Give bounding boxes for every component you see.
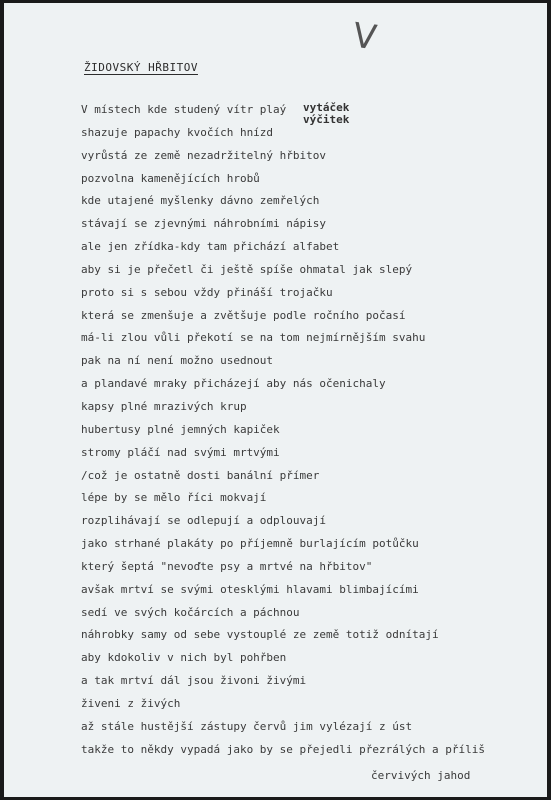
poem-line: a tak mrtví dál jsou živoni živými xyxy=(81,674,307,688)
poem-line: sedí ve svých kočárcích a páchnou xyxy=(81,605,300,619)
poem-line: proto si s sebou vždy přináší trojačku xyxy=(81,285,333,299)
correction-word: výčitek xyxy=(303,113,350,126)
poem-line: aby si je přečetl či ještě spíše ohmatal jak slepý xyxy=(81,262,413,276)
poem-line: živeni z živých xyxy=(81,696,181,710)
poem-line: takže to někdy vypadá jako by se přejedli přezrálých a příliš xyxy=(81,742,485,756)
poem-line: kapsy plné mrazivých krup xyxy=(81,399,247,413)
correction-word: vytáček xyxy=(303,101,350,114)
poem-line: shazuje papachy kvočích hnízd xyxy=(81,125,274,139)
poem-line: která se zmenšuje a zvětšuje podle ročního počasí xyxy=(81,308,406,322)
poem-line: rozplihávají se odlepují a odplouvají xyxy=(81,514,327,528)
poem-line: V místech kde studený vítr plaý xyxy=(81,103,287,116)
poem-body xyxy=(81,103,485,765)
poem-line: vyrůstá ze země nezadržitelný hřbitov xyxy=(81,148,327,162)
handwritten-mark: V xyxy=(350,15,379,59)
poem-line: a plandavé mraky přicházejí aby nás očenichaly xyxy=(81,377,386,391)
paper-sheet xyxy=(4,3,547,797)
poem-line: ale jen zřídka-kdy tam přichází alfabet xyxy=(81,240,340,254)
poem-line: lépe by se mělo říci mokvají xyxy=(81,491,267,505)
poem-final-line: červivých jahod xyxy=(371,769,471,782)
poem-title: ŽIDOVSKÝ HŘBITOV xyxy=(84,61,198,74)
poem-line: stromy pláčí nad svými mrtvými xyxy=(81,445,280,459)
poem-line: náhrobky samy od sebe vystouplé ze země totiž odnítají xyxy=(81,628,439,642)
poem-line: má-li zlou vůli překotí se na tom nejmírnějším svahu xyxy=(81,331,426,345)
poem-line: jako strhané plakáty po příjemně burlajícím potůčku xyxy=(81,537,419,551)
poem-line: hubertusy plné jemných kapiček xyxy=(81,422,280,436)
poem-line: aby kdokoliv v nich byl pohřben xyxy=(81,651,287,665)
poem-line: který šeptá "nevoďte psy a mrtvé na hřbitov" xyxy=(81,559,373,573)
poem-line: avšak mrtví se svými otesklými hlavami blimbajícími xyxy=(81,582,419,596)
poem-line: pozvolna kamenějících hrobů xyxy=(81,171,260,185)
poem-line: kde utajené myšlenky dávno zemřelých xyxy=(81,194,320,208)
poem-line: stávají se zjevnými náhrobními nápisy xyxy=(81,217,327,231)
poem-line: pak na ní není možno usednout xyxy=(81,354,274,368)
poem-line: /což je ostatně dosti banální přímer xyxy=(81,468,320,482)
poem-line: až stále hustější zástupy červů jim vylézají z úst xyxy=(81,719,413,733)
